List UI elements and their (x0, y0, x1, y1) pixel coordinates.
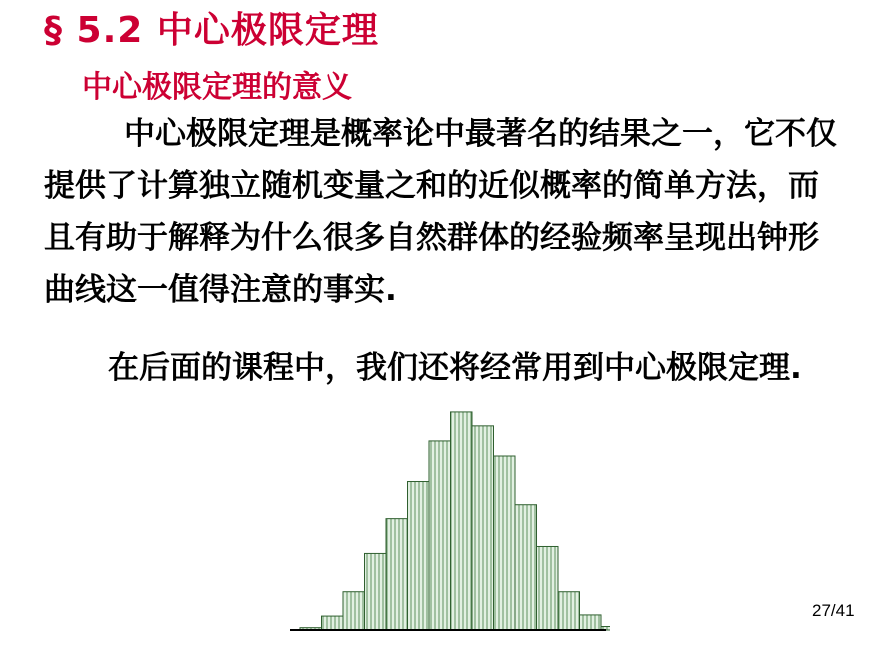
histogram-bar (343, 592, 365, 630)
paragraph-meaning: 中心极限定理是概率论中最著名的结果之一，它不仅提供了计算独立随机变量之和的近似概率的简单方法，而且有助于解释为什么很多自然群体的经验频率呈现出钟形曲线这一值得注意的事实. (44, 116, 837, 308)
histogram-bar (537, 546, 559, 630)
histogram-bar (386, 519, 408, 630)
slide-subtitle: 中心极限定理的意义 (82, 70, 352, 105)
histogram-bar (322, 616, 344, 630)
page-number: 27/41 (812, 601, 855, 620)
histogram-bar (558, 592, 580, 630)
histogram-bar (365, 553, 387, 630)
bell-histogram (290, 392, 610, 634)
histogram-bar (408, 482, 430, 630)
histogram-bar (472, 426, 494, 630)
histogram-bar (515, 505, 537, 630)
histogram-bar (494, 456, 516, 630)
histogram-bar (429, 441, 451, 630)
slide-title: § 5.2 中心极限定理 (44, 10, 379, 51)
histogram-bar (451, 412, 473, 630)
paragraph-usage: 在后面的课程中，我们还将经常用到中心极限定理. (108, 350, 802, 386)
histogram-bar (580, 615, 602, 630)
